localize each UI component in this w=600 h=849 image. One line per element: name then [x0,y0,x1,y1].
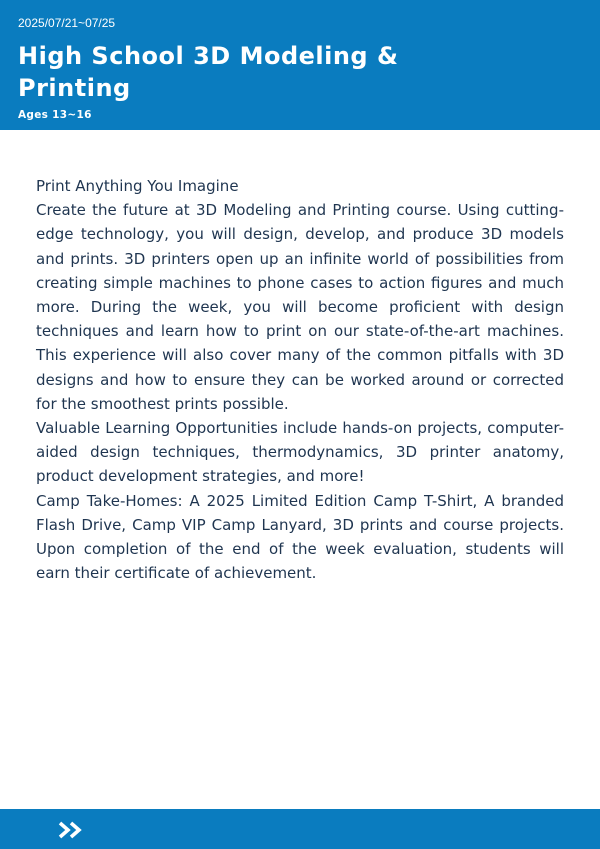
page-title: High School 3D Modeling & Printing [18,42,399,102]
take-homes-paragraph: Camp Take-Homes: A 2025 Limited Edition Camp T-Shirt, A branded Flash Drive, Camp VIP Camp Lanyard, 3D prints and course projects. Upon completion of the end of the week evaluation, students will earn their certificate of achievement. [36,491,564,583]
course-description [36,174,564,585]
double-chevron-right-icon [58,821,86,839]
learning-opportunities-paragraph: Valuable Learning Opportunities include hands-on projects, computer-aided design techniques, thermodynamics, 3D printer anatomy, product development strategies, and more! [36,419,564,486]
footer-bar [0,809,600,849]
age-range: Ages 13~16 [18,109,92,121]
header-banner [0,0,600,130]
date-range: 2025/07/21~07/25 [18,16,116,30]
section-heading: Print Anything You Imagine [36,177,239,195]
description-paragraph: Create the future at 3D Modeling and Printing course. Using cutting-edge technology, you will design, develop, and produce 3D models and prints. 3D printers open up an infinite world of possibilities from creating simple machines to phone cases to action figures and much more. During the week, you will become proficient with design techniques and learn how to print on our state-of-the-art machines. This experience will also cover many of the common pitfalls with 3D designs and how to ensure they can be worked around or corrected for the smoothest prints possible. [36,201,564,413]
